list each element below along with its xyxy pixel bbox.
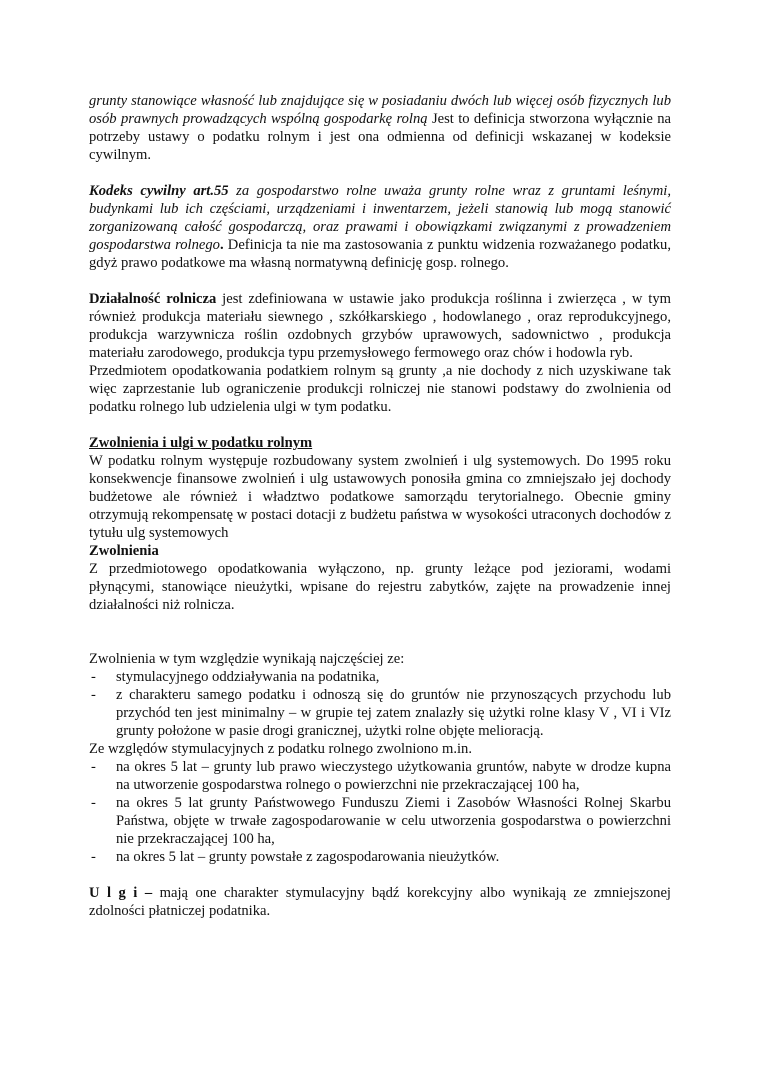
civil-code-reference: Kodeks cywilny art.55: [89, 183, 229, 199]
definition-rest: Jest to definicja stworzona wyłącznie na potrzeby ustawy o podatku rolnym i jest ona odmienna od definicji wskazanej w kodeksie cywilnym.: [89, 111, 671, 163]
dash-marker: -: [91, 687, 96, 703]
paragraph-exclusions: Z przedmiotowego opodatkowania wyłączono, np. grunty leżące pod jeziorami, wodami płynącymi, stanowiące nieużytki, wpisane do rejestru zabytków, zajęte na prowadzenie innej działalności niż rolnicza.: [89, 561, 671, 613]
paragraph-exemption-sources: Zwolnienia w tym względzie wynikają najczęściej ze:: [89, 651, 405, 667]
dash-marker: -: [91, 795, 96, 811]
exemption-sources-list: [89, 668, 671, 740]
paragraph-definition-tax: [89, 92, 671, 164]
agricultural-activity-term: Działalność rolnicza: [89, 291, 217, 307]
list-item: - z charakteru samego podatku i odnoszą się do gruntów nie przynoszących przychodu lub przychód ten jest minimalny – w grupie tej zatem znalazły się użytki rolne klasy V , VI i VIz grunty położone w pasie drogi granicznej, użytki rolne objęte melioracją.: [91, 687, 671, 739]
paragraph-system-of-exemptions: W podatku rolnym występuje rozbudowany system zwolnień i ulg systemowych. Do 1995 roku konsekwencje finansowe zwolnień i ulg ustawowych ponosiła gmina co zmniejszało jej dochody budżetowe ale również i władztwo podatkowe samorządu terytorialnego. Obecnie gminy otrzymują rekompensatę w postaci dotacji z budżetu państwa w wysokości utraconych dochodów z tytułu ulg systemowych: [89, 453, 671, 541]
list-item: - na okres 5 lat – grunty lub prawo wieczystego użytkowania gruntów, nabyte w drodze kupna na utworzenie gospodarstwa rolnego o powierzchni nie przekraczającej 100 ha,: [91, 759, 671, 793]
document-page: [89, 92, 671, 920]
paragraph-stimulative-exemptions: Ze względów stymulacyjnych z podatku rolnego zwolniono m.in.: [89, 741, 473, 757]
heading-exemptions: Zwolnienia: [89, 543, 159, 559]
civil-code-dot: .: [219, 237, 224, 253]
list-item: - na okres 5 lat – grunty powstałe z zagospodarowania nieużytków.: [91, 849, 500, 865]
agricultural-activity-rest: jest zdefiniowana w ustawie jako produkcja roślinna i zwierzęca , w tym również produkcja materiału siewnego , szkółkarskiego , hodowlanego , oraz reprodukcyjnego, produkcja warzywnicza roślin ozdobnych grzybów uprawowych, sadownictwo , produkcja materiału zarodowego, produkcja typu przemysłowego fermowego oraz chów i hodowla ryb.: [89, 291, 671, 361]
heading-exemptions-and-reliefs: Zwolnienia i ulgi w podatku rolnym: [89, 435, 313, 451]
reliefs-rest: mają one charakter stymulacyjny bądź korekcyjny albo wynikają ze zmniejszonej zdolności płatniczej podatnika.: [89, 885, 671, 919]
paragraph-civil-code: [89, 182, 671, 272]
definition-italic: grunty stanowiące własność lub znajdujące się w posiadaniu dwóch lub więcej osób fizycznych lub osób prawnych prowadzących wspólną gospodarkę rolną: [89, 93, 671, 127]
dash-marker: -: [91, 759, 96, 775]
dash-marker: -: [91, 669, 96, 685]
dash-marker: -: [91, 849, 96, 865]
list-item: - stymulacyjnego oddziaływania na podatnika,: [91, 669, 380, 685]
paragraph-subject-of-taxation: Przedmiotem opodatkowania podatkiem rolnym są grunty ,a nie dochody z nich uzyskiwane tak więc zaprzestanie lub ograniczenie produkcji rolniczej nie stanowi podstawy do zwolnienia od podatku rolnego lub udzielenia ulgi w tym podatku.: [89, 363, 671, 415]
reliefs-term: U l g i –: [89, 885, 153, 901]
list-item: - na okres 5 lat grunty Państwowego Funduszu Ziemi i Zasobów Własności Rolnej Skarbu Państwa, objęte w trwałe zagospodarowanie w celu utworzenia gospodarstwa o powierzchni nie przekraczającej 100 ha,: [91, 795, 671, 847]
civil-code-rest: Definicja ta nie ma zastosowania z punktu widzenia rozważanego podatku, gdyż prawo podatkowe ma własną normatywną definicję gosp. rolnego.: [89, 237, 671, 271]
civil-code-italic: za gospodarstwo rolne uważa grunty rolne wraz z gruntami leśnymi, budynkami lub ich częściami, urządzeniami i inwentarzem, jeżeli stanowią lub mogą stanowić zorganizowaną całość gospodarczą, oraz prawami i obowiązkami związanymi z prowadzeniem gospodarstwa rolnego: [89, 183, 672, 253]
paragraph-reliefs: [89, 884, 671, 920]
paragraph-agricultural-activity: [89, 290, 671, 362]
stimulative-exemptions-list: [89, 758, 671, 866]
